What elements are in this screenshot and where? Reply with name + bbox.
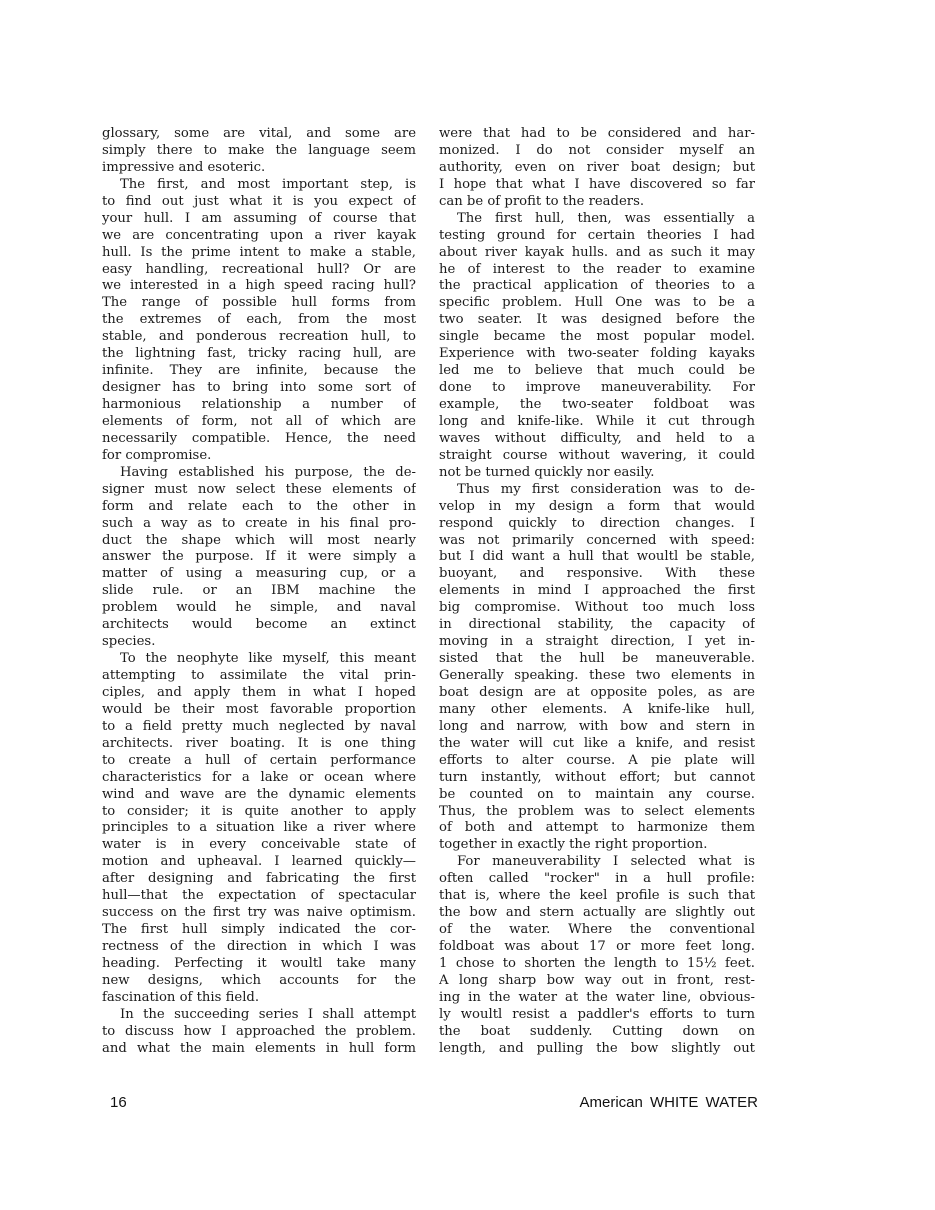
text-line: the extremes of each, from the most xyxy=(102,312,416,328)
text-line: necessarily compatible. Hence, the need xyxy=(102,430,416,446)
text-line: in directional stability, the capacity of xyxy=(439,617,755,633)
text-line: The range of possible hull forms from xyxy=(102,295,416,311)
text-line: but I did want a hull that woultl be stable, xyxy=(439,549,755,565)
right-column xyxy=(439,126,755,1058)
text-line: specific problem. Hull One was to be a xyxy=(439,295,755,311)
text-line: problem would he simple, and naval xyxy=(102,600,416,616)
text-line: buoyant, and responsive. With these xyxy=(439,566,755,582)
text-line: he of interest to the reader to examine xyxy=(439,261,755,277)
text-line: would be their most favorable proportion xyxy=(102,701,416,717)
text-line: Thus, the problem was to select elements xyxy=(439,803,755,819)
text-line: easy handling, recreational hull? Or are xyxy=(102,261,416,277)
text-line: hull—that the expectation of spectacular xyxy=(102,888,416,904)
text-line: ciples, and apply them in what I hoped xyxy=(102,684,416,700)
text-line: signer must now select these elements of xyxy=(102,481,416,497)
text-line: In the succeeding series I shall attempt xyxy=(120,1006,416,1022)
text-line: authority, even on river boat design; but xyxy=(439,159,755,175)
text-line: Having established his purpose, the de- xyxy=(120,464,416,480)
text-line: about river kayak hulls. and as such it may xyxy=(439,244,755,260)
text-line: many other elements. A knife-like hull, xyxy=(439,701,755,717)
text-line: waves without difficulty, and held to a xyxy=(439,430,755,446)
text-line: The first hull simply indicated the cor- xyxy=(102,922,416,938)
text-line: long and narrow, with bow and stern in xyxy=(439,718,755,734)
text-line: we are concentrating upon a river kayak xyxy=(102,227,416,243)
text-line: principles to a situation like a river where xyxy=(102,820,416,836)
text-line: I hope that what I have discovered so far xyxy=(439,176,755,192)
text-line: new designs, which accounts for the xyxy=(102,972,416,988)
text-line: motion and upheaval. I learned quickly— xyxy=(102,854,416,870)
text-line: and what the main elements in hull form xyxy=(102,1040,416,1056)
text-line: architects. river boating. It is one thing xyxy=(102,735,416,751)
text-line: species. xyxy=(102,634,156,650)
text-line: The first hull, then, was essentially a xyxy=(457,210,755,226)
text-line: answer the purpose. If it were simply a xyxy=(102,549,416,565)
text-line: two seater. It was designed before the xyxy=(439,312,755,328)
text-line: elements in mind I approached the first xyxy=(439,583,755,599)
text-line: that is, where the keel profile is such that xyxy=(439,888,755,904)
text-line: Generally speaking. these two elements in xyxy=(439,668,755,683)
text-line: designer has to bring into some sort of xyxy=(102,380,416,396)
text-line: turn instantly, without effort; but cannot xyxy=(439,769,755,785)
text-line: to create a hull of certain performance xyxy=(102,752,416,768)
text-line: big compromise. Without too much loss xyxy=(439,600,755,616)
left-column xyxy=(102,126,416,1058)
text-line: stable, and ponderous recreation hull, to xyxy=(102,329,416,345)
text-line: form and relate each to the other in xyxy=(102,498,416,514)
text-line: boat design are at opposite poles, as are xyxy=(439,684,755,700)
text-line: single became the most popular model. xyxy=(439,329,755,345)
text-line: together in exactly the right proportion. xyxy=(439,837,708,853)
text-line: glossary, some are vital, and some are xyxy=(102,126,416,141)
text-line: after designing and fabricating the first xyxy=(102,871,416,887)
text-line: straight course without wavering, it could xyxy=(439,447,755,463)
text-line: we interested in a high speed racing hull? xyxy=(102,278,416,294)
text-line: sisted that the hull be maneuverable. xyxy=(439,651,755,667)
text-line: not be turned quickly nor easily. xyxy=(439,464,655,480)
text-line: to consider; it is quite another to apply xyxy=(102,803,416,819)
text-line: Thus my first consideration was to de- xyxy=(457,481,755,497)
text-line: example, the two-seater foldboat was xyxy=(439,397,755,412)
text-line: matter of using a measuring cup, or a xyxy=(102,566,416,582)
text-line: foldboat was about 17 or more feet long. xyxy=(439,939,755,954)
text-line: attempting to assimilate the vital prin- xyxy=(102,668,416,683)
text-line: hull. Is the prime intent to make a stable, xyxy=(102,244,416,260)
text-line: impressive and esoteric. xyxy=(102,159,266,175)
magazine-title: American WHITE WATER xyxy=(579,1094,758,1111)
text-line: To the neophyte like myself, this meant xyxy=(120,651,416,667)
text-line: the boat suddenly. Cutting down on xyxy=(439,1023,755,1039)
text-line: success on the first try was naive optimism. xyxy=(102,905,416,921)
text-line: to a field pretty much neglected by naval xyxy=(102,718,416,734)
text-line: for compromise. xyxy=(102,447,212,463)
text-line: water is in every conceivable state of xyxy=(102,837,416,853)
text-line: of the water. Where the conventional xyxy=(439,922,755,938)
text-line: was not primarily concerned with speed: xyxy=(439,532,755,548)
text-line: Experience with two-seater folding kayaks xyxy=(439,346,755,362)
text-line: be counted on to maintain any course. xyxy=(439,786,755,802)
text-line: were that had to be considered and har- xyxy=(439,126,755,141)
text-line: to discuss how I approached the problem. xyxy=(102,1023,416,1039)
text-line: often called "rocker" in a hull profile: xyxy=(439,871,755,887)
text-line: your hull. I am assuming of course that xyxy=(102,210,416,226)
text-line: heading. Perfecting it woultl take many xyxy=(102,955,416,971)
text-line: 1 chose to shorten the length to 15½ feet. xyxy=(439,955,755,971)
text-line: For maneuverability I selected what is xyxy=(457,854,755,870)
text-line: characteristics for a lake or ocean where xyxy=(102,769,416,785)
text-line: simply there to make the language seem xyxy=(102,142,416,158)
text-line: can be of profit to the readers. xyxy=(439,193,645,209)
text-line: such a way as to create in his final pro- xyxy=(102,515,416,531)
page-number: 16 xyxy=(110,1094,127,1111)
text-line: infinite. They are infinite, because the xyxy=(102,363,416,379)
text-line: length, and pulling the bow slightly out xyxy=(439,1040,755,1056)
text-line: long and knife-like. While it cut through xyxy=(439,413,755,429)
text-line: wind and wave are the dynamic elements xyxy=(102,786,416,802)
text-line: velop in my design a form that would xyxy=(439,498,755,514)
text-line: duct the shape which will most nearly xyxy=(102,532,416,548)
text-line: the water will cut like a knife, and resist xyxy=(439,735,755,751)
text-line: of both and attempt to harmonize them xyxy=(439,820,755,836)
text-line: architects would become an extinct xyxy=(102,617,416,633)
text-line: ly woultl resist a paddler's efforts to turn xyxy=(439,1006,755,1022)
text-line: testing ground for certain theories I had xyxy=(439,227,755,243)
text-line: rectness of the direction in which I was xyxy=(102,939,416,954)
text-line: elements of form, not all of which are xyxy=(102,413,416,429)
text-line: efforts to alter course. A pie plate will xyxy=(439,752,755,768)
text-line: the lightning fast, tricky racing hull, are xyxy=(102,346,416,362)
text-line: slide rule. or an IBM machine the xyxy=(102,583,416,599)
text-line: led me to believe that much could be xyxy=(439,363,755,379)
text-line: The first, and most important step, is xyxy=(120,176,416,192)
text-line: fascination of this field. xyxy=(102,989,260,1005)
text-line: respond quickly to direction changes. I xyxy=(439,515,755,531)
text-line: the practical application of theories to a xyxy=(439,278,755,294)
text-line: A long sharp bow way out in front, rest- xyxy=(439,972,755,988)
text-line: to find out just what it is you expect of xyxy=(102,193,416,209)
text-line: moving in a straight direction, I yet in- xyxy=(439,634,755,650)
text-line: ing in the water at the water line, obvious- xyxy=(439,989,755,1005)
text-line: monized. I do not consider myself an xyxy=(439,142,755,158)
text-line: the bow and stern actually are slightly out xyxy=(439,905,755,921)
text-line: done to improve maneuverability. For xyxy=(439,380,755,396)
text-line: harmonious relationship a number of xyxy=(102,397,416,412)
